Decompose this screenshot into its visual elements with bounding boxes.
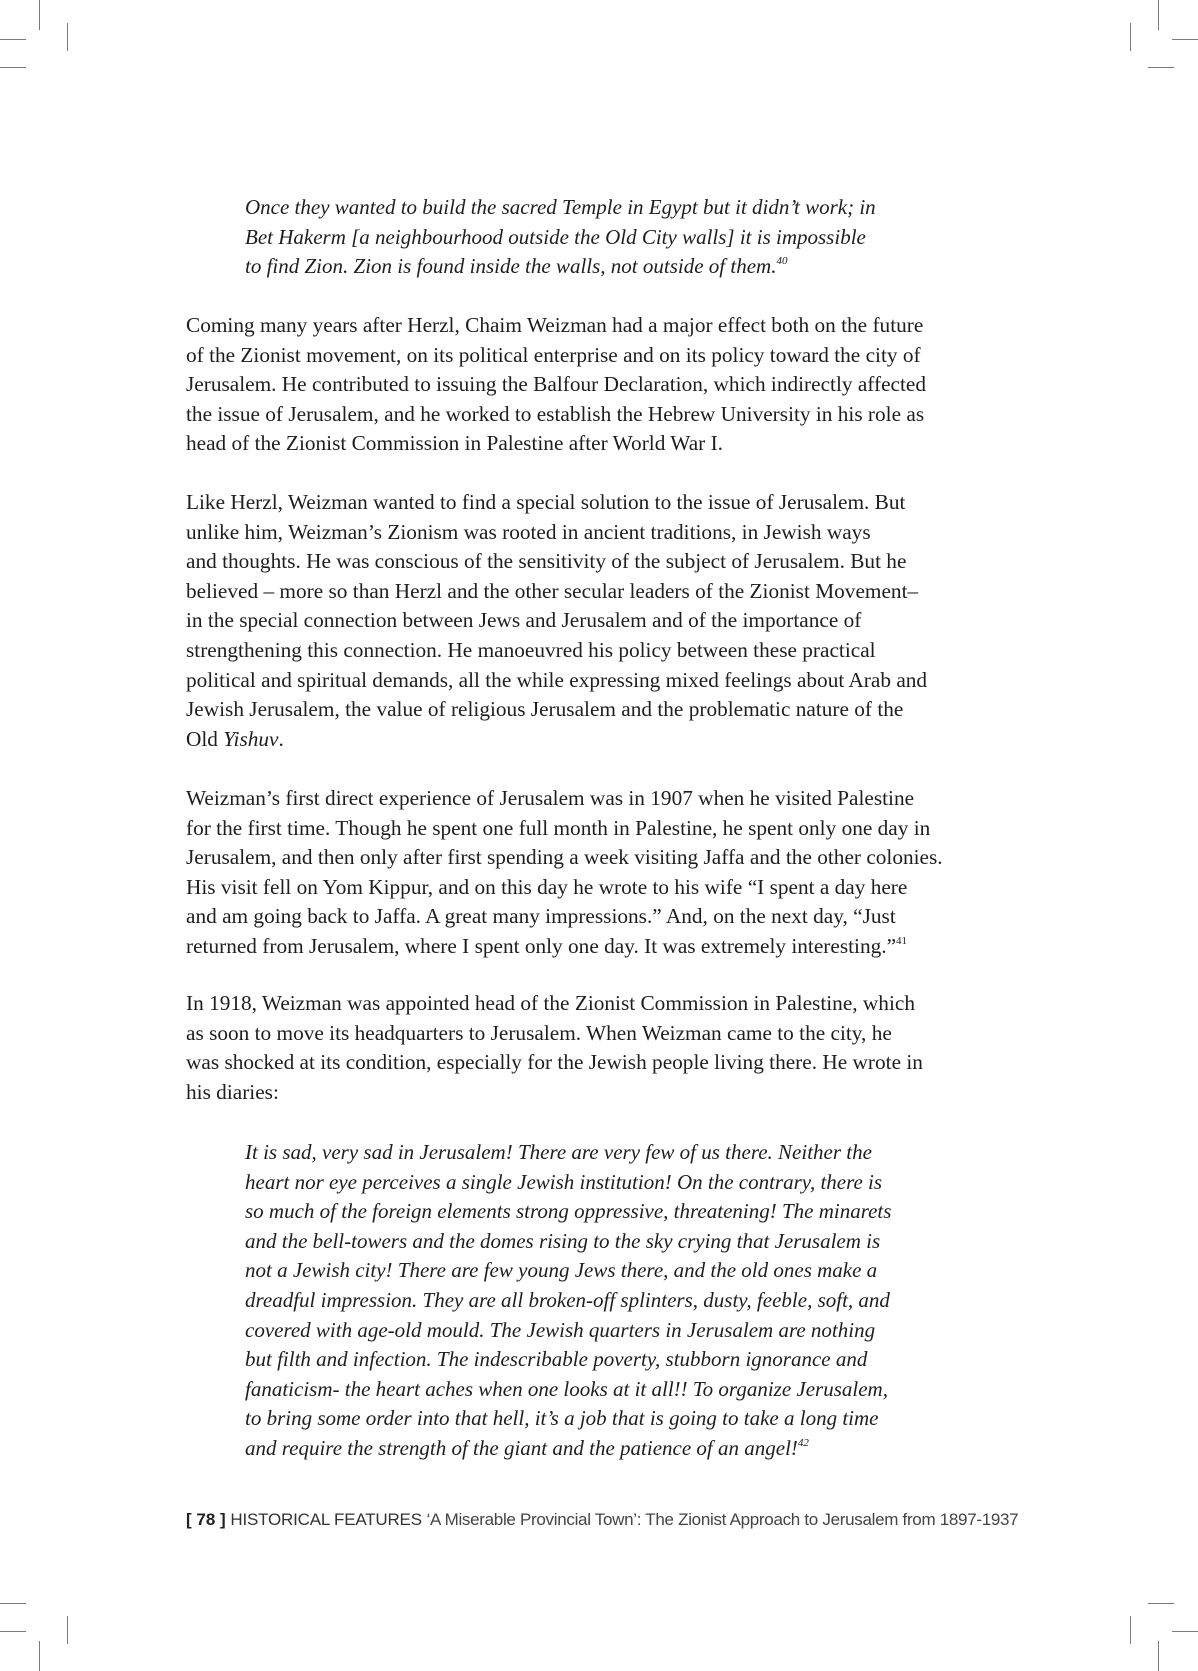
quote-line-text: to find Zion. Zion is found inside the walls, not outside of them.: [245, 254, 777, 279]
body-line: Coming many years after Herzl, Chaim Weizman had a major effect both on the future: [186, 313, 924, 337]
footnote-ref: 42: [797, 1436, 809, 1449]
body-line: was shocked at its condition, especially for the Jewish people living there. He wrote in: [186, 1050, 923, 1075]
body-line: Weizman’s first direct experience of Jerusalem was in 1907 when he visited Palestine: [186, 786, 915, 810]
body-line: Like Herzl, Weizman wanted to find a special solution to the issue of Jerusalem. But: [186, 490, 906, 514]
quote-line: Bet Hakerm [a neighbourhood outside the Old City walls] it is impossible: [245, 224, 866, 249]
quote-line: [245, 1434, 891, 1464]
crop-mark: [39, 0, 40, 30]
crop-mark: [1148, 1603, 1174, 1604]
crop-mark: [67, 23, 68, 51]
body-text: Old: [186, 726, 224, 751]
body-text: returned from Jerusalem, where I spent only one day. It was extremely interesting.”: [186, 933, 897, 958]
crop-mark: [0, 1631, 26, 1632]
crop-mark: [1130, 23, 1131, 51]
quote-line: covered with age-old mould. The Jewish quarters in Jerusalem are nothing: [245, 1317, 876, 1342]
body-line: His visit fell on Yom Kippur, and on this day he wrote to his wife “I spent a day here: [186, 874, 908, 899]
block-quote-opening: [245, 193, 876, 282]
body-line: [186, 725, 927, 755]
body-text: .: [278, 726, 284, 751]
section-name: HISTORICAL FEATURES: [230, 1510, 422, 1529]
body-line: believed – more so than Herzl and the other secular leaders of the Zionist Movement–: [186, 578, 919, 603]
quote-line: Once they wanted to build the sacred Temple in Egypt but it didn’t work; in: [245, 195, 876, 219]
quote-line-text: and require the strength of the giant and the patience of an angel!: [245, 1435, 798, 1460]
crop-mark: [1158, 1641, 1159, 1671]
body-line: in the special connection between Jews and Jerusalem and of the importance of: [186, 608, 862, 633]
quote-line: It is sad, very sad in Jerusalem! There are very few of us there. Neither the: [245, 1140, 872, 1164]
crop-mark: [0, 39, 26, 40]
crop-mark: [1130, 1616, 1131, 1644]
body-line: of the Zionist movement, on its political enterprise and on its policy toward the city of: [186, 342, 921, 367]
body-line: his diaries:: [186, 1079, 279, 1104]
running-footer: [186, 1510, 1018, 1530]
footnote-ref: 41: [896, 934, 908, 947]
body-line: and thoughts. He was conscious of the sensitivity of the subject of Jerusalem. But he: [186, 549, 907, 574]
quote-line: heart nor eye perceives a single Jewish institution! On the contrary, there is: [245, 1169, 883, 1194]
paragraph-weizman-zionism: [186, 488, 927, 754]
body-line: head of the Zionist Commission in Palestine after World War I.: [186, 431, 723, 456]
paragraph-first-visit: [186, 784, 943, 962]
article-title: ‘A Miserable Provincial Town’: The Zionist Approach to Jerusalem from 1897-1937: [426, 1510, 1019, 1529]
page-number: [ 78 ]: [186, 1510, 226, 1529]
paragraph-weizman-intro: [186, 311, 926, 459]
quote-line: so much of the foreign elements strong oppressive, threatening! The minarets: [245, 1199, 892, 1224]
body-line: as soon to move its headquarters to Jerusalem. When Weizman came to the city, he: [186, 1020, 892, 1045]
crop-mark: [1172, 1631, 1198, 1632]
crop-mark: [1148, 67, 1174, 68]
crop-mark: [1158, 0, 1159, 30]
crop-mark: [0, 1603, 26, 1604]
body-line: the issue of Jerusalem, and he worked to establish the Hebrew University in his role as: [186, 401, 925, 426]
quote-line: but filth and infection. The indescribable poverty, stubborn ignorance and: [245, 1347, 868, 1372]
crop-mark: [67, 1616, 68, 1644]
quote-line: to bring some order into that hell, it’s a job that is going to take a long time: [245, 1406, 879, 1431]
crop-mark: [0, 67, 26, 68]
body-line: In 1918, Weizman was appointed head of the Zionist Commission in Palestine, which: [186, 991, 915, 1015]
quote-line: not a Jewish city! There are few young Jews there, and the old ones make a: [245, 1258, 878, 1283]
body-line: Jewish Jerusalem, the value of religious Jerusalem and the problematic nature of the: [186, 697, 904, 722]
quote-line: dreadful impression. They are all broken-off splinters, dusty, feeble, soft, and: [245, 1287, 890, 1312]
body-line: political and spiritual demands, all the while expressing mixed feelings about Arab and: [186, 667, 928, 692]
crop-mark: [39, 1641, 40, 1671]
quote-line: fanaticism- the heart aches when one looks at it all!! To organize Jerusalem,: [245, 1376, 888, 1401]
paragraph-1918-commission: [186, 989, 923, 1107]
body-line: Jerusalem. He contributed to issuing the Balfour Declaration, which indirectly affected: [186, 372, 927, 397]
crop-mark: [1172, 39, 1198, 40]
body-line: Jerusalem, and then only after first spending a week visiting Jaffa and the other colonies.: [186, 845, 943, 870]
quote-line: [245, 252, 876, 282]
quote-line: and the bell-towers and the domes rising to the sky crying that Jerusalem is: [245, 1228, 881, 1253]
body-line: unlike him, Weizman’s Zionism was rooted in ancient traditions, in Jewish ways: [186, 519, 871, 544]
body-line: for the first time. Though he spent one full month in Palestine, he spent only one day in: [186, 815, 931, 840]
footnote-ref: 40: [776, 255, 788, 268]
body-line: [186, 932, 943, 962]
body-line: strengthening this connection. He manoeuvred his policy between these practical: [186, 637, 876, 662]
block-quote-diary: [245, 1138, 891, 1464]
italic-term: Yishuv: [223, 726, 279, 751]
body-line: and am going back to Jaffa. A great many impressions.” And, on the next day, “Just: [186, 904, 896, 929]
